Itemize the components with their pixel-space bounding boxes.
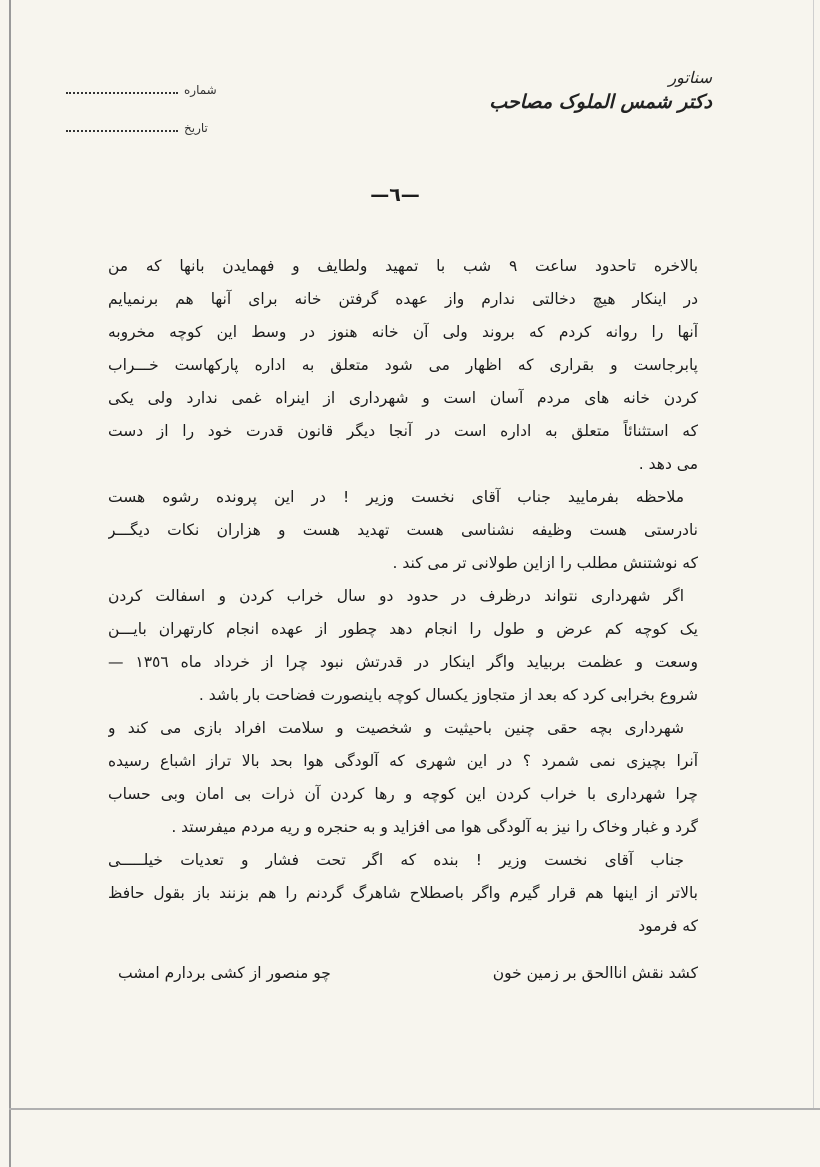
date-field-line bbox=[66, 130, 178, 132]
date-label: تاریخ bbox=[184, 121, 208, 135]
body-line: اگر شهرداری نتواند درظرف در حدود دو سال خراب کردن و اسفالت کردن bbox=[108, 587, 684, 605]
page-number: —٦— bbox=[370, 184, 420, 206]
body-line: ملاحظه بفرمایید جناب آقای نخست وزیر ! در این پرونده رشوه هست bbox=[108, 488, 684, 506]
letter-body bbox=[108, 250, 698, 943]
number-field-line bbox=[66, 92, 178, 94]
number-label: شماره bbox=[184, 83, 217, 97]
body-line: می دهد . bbox=[638, 455, 698, 473]
page-edge-right bbox=[813, 0, 814, 1110]
verse-first-hemistich: کشد نقش اناالحق بر زمین خون bbox=[492, 964, 698, 982]
body-line: که فرمود bbox=[638, 917, 698, 935]
body-line: وسعت و عظمت بربیاید واگر اینکار در قدرتش نبود چرا از خرداد ماه ١٣٥٦ — bbox=[108, 653, 698, 671]
body-line: در اینکار هیچ دخالتی ندارم واز عهده گرفتن خانه برای آنها هم برنمیایم bbox=[108, 290, 698, 308]
body-line: که نوشتنش مطلب را ازاین طولانی تر می کند . bbox=[392, 554, 698, 572]
page-edge-left bbox=[9, 0, 11, 1167]
page-edge-bottom bbox=[9, 1108, 820, 1110]
sender-name: دکتر شمس الملوک مصاحب bbox=[489, 91, 712, 113]
verse-second-hemistich: چو منصور از کشی بردارم امشب bbox=[118, 964, 331, 982]
poem-verse bbox=[118, 958, 698, 988]
body-line: آنرا بچیزی نمی شمرد ؟ در این شهری که آلودگی هوا بحد بالا تراز اشباع رسیده bbox=[108, 752, 698, 770]
sender-block bbox=[489, 68, 712, 113]
body-line: شهرداری بچه حقی چنین باحیثیت و شخصیت و سلامت افراد بازی می کند و bbox=[108, 719, 684, 737]
body-line: آنها را روانه کردم که بروند ولی آن خانه هنوز در وسط این کوچه مخروبه bbox=[108, 323, 698, 341]
sender-title: سناتور bbox=[668, 68, 712, 87]
body-line: یک کوچه کم عرض و طول را انجام دهد چطور از عهده انجام کارتهران بایـــن bbox=[108, 620, 698, 638]
body-line: که استثنائاً متعلق به اداره است در آنجا دیگر قانون قدرت خود را از دست bbox=[108, 422, 698, 440]
body-line: نادرستی هست وظیفه نشناسی هست تهدید هست و هزاران نکات دیگـــر bbox=[108, 521, 698, 539]
body-line: پابرجاست و بقراری که اظهار می شود متعلق به اداره پارکهاست خـــراب bbox=[108, 356, 698, 374]
body-line: شروع بخرابی کرد که بعد از متجاوز یکسال کوچه باینصورت فضاحت بار باشد . bbox=[198, 686, 698, 704]
body-line: بالاتر از اینها هم قرار گیرم واگر باصطلاح شاهرگ گردنم را هم بزنند باز بقول حافظ bbox=[108, 884, 698, 902]
body-line: گرد و غبار وخاک را نیز به آلودگی هوا می افزاید و به حنجره و ریه مردم میفرستد . bbox=[171, 818, 698, 836]
body-line: کردن خانه های مردم آسان است و شهرداری از اینراه غمی ندارد ولی یکی bbox=[108, 389, 698, 407]
body-line: جناب آقای نخست وزیر ! بنده که اگر تحت فشار و تعدیات خیلـــــی bbox=[108, 851, 684, 869]
body-line: چرا شهرداری با خراب کردن این کوچه و رها کردن آن ذرات بی امان وبی حساب bbox=[108, 785, 698, 803]
body-line: بالاخره تاحدود ساعت ۹ شب با تمهید ولطایف و فهمایدن بانها که من bbox=[108, 257, 698, 275]
